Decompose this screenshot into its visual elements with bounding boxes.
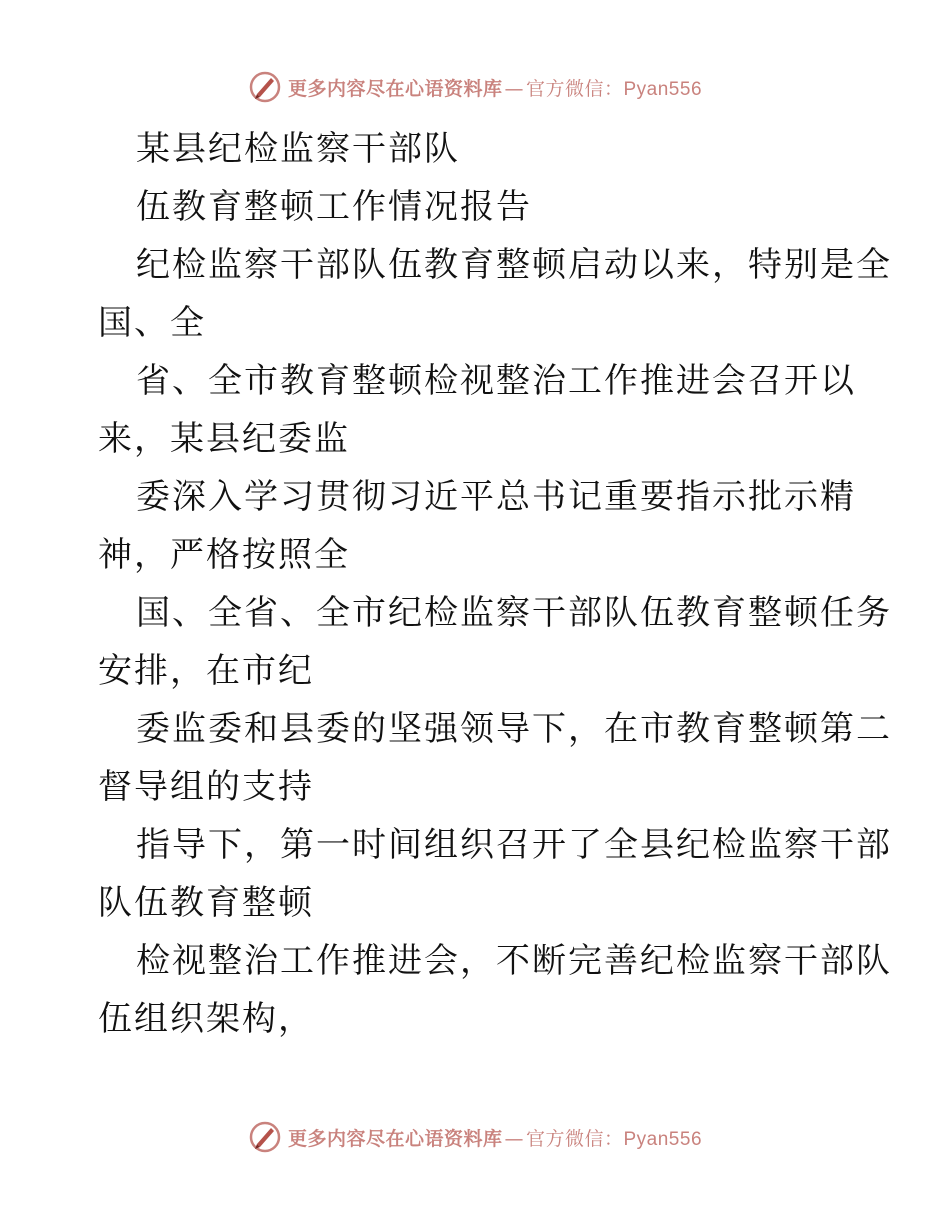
doc-line: 伍组织架构，	[98, 999, 314, 1039]
watermark-logo-icon	[248, 1120, 282, 1154]
watermark-main-text: 更多内容尽在心语资料库	[287, 1127, 503, 1150]
doc-line: 某县纪检监察干部队	[136, 129, 460, 169]
watermark-official-label: 官方微信：	[525, 77, 624, 100]
doc-line: 队伍教育整顿	[98, 883, 314, 923]
watermark-separator: —	[504, 77, 524, 100]
watermark-official-label: 官方微信：	[525, 1127, 624, 1150]
doc-line: 国、全	[98, 303, 206, 343]
watermark-handle: Pyan556	[623, 1128, 703, 1150]
doc-line: 纪检监察干部队伍教育整顿启动以来，特别是全	[136, 245, 892, 285]
watermark-handle: Pyan556	[623, 78, 703, 100]
doc-line: 检视整治工作推进会，不断完善纪检监察干部队	[136, 941, 892, 981]
doc-line: 委监委和县委的坚强领导下，在市教育整顿第二	[136, 709, 892, 749]
footer-watermark	[0, 1120, 950, 1160]
watermark-main-text: 更多内容尽在心语资料库	[287, 77, 503, 100]
doc-line: 安排，在市纪	[98, 651, 314, 691]
doc-line: 省、全市教育整顿检视整治工作推进会召开以	[136, 361, 856, 401]
watermark-separator: —	[504, 1127, 524, 1150]
doc-line: 国、全省、全市纪检监察干部队伍教育整顿任务	[136, 593, 892, 633]
header-watermark	[0, 70, 950, 110]
doc-line: 指导下，第一时间组织召开了全县纪检监察干部	[136, 825, 892, 865]
doc-line: 委深入学习贯彻习近平总书记重要指示批示精	[136, 477, 856, 517]
doc-line: 伍教育整顿工作情况报告	[136, 187, 532, 227]
doc-line: 神，严格按照全	[98, 535, 350, 575]
doc-line: 督导组的支持	[98, 767, 314, 807]
document-body	[98, 120, 892, 1048]
doc-line: 来，某县纪委监	[98, 419, 350, 459]
watermark-logo-icon	[248, 70, 282, 104]
